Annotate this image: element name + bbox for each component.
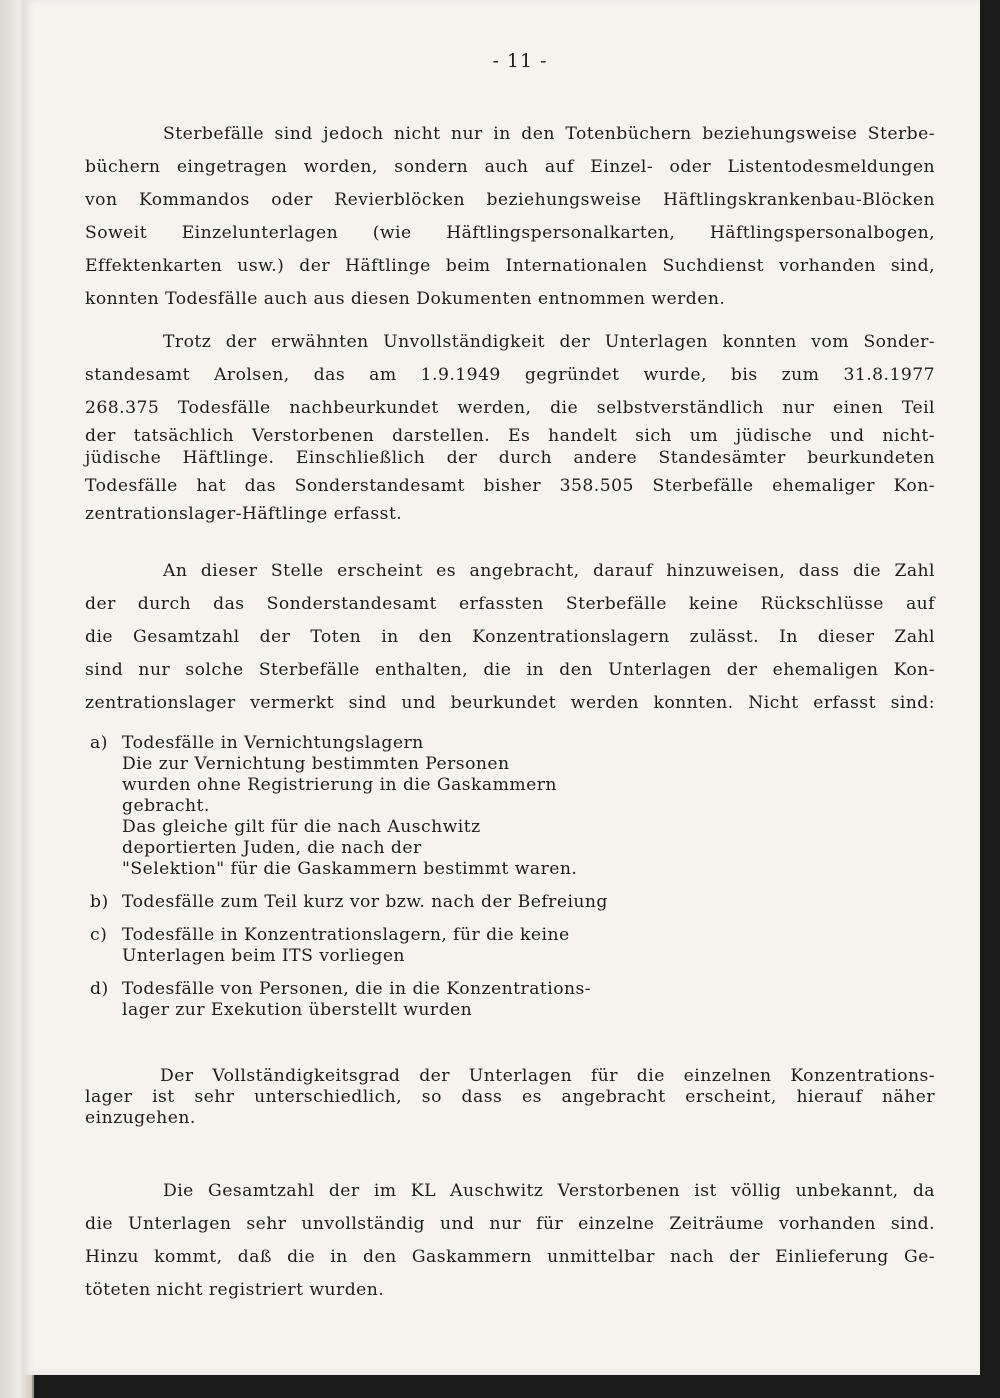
paragraph-2 bbox=[85, 326, 935, 525]
paragraph-line: die Unterlagen sehr unvollständig und nur für einzelne Zeiträume vorhanden sind. bbox=[85, 1214, 935, 1234]
paragraph-line: Die Gesamtzahl der im KL Auschwitz Verstorbenen ist völlig unbekannt, da bbox=[163, 1181, 935, 1201]
paragraph-line: Sterbefälle sind jedoch nicht nur in den Totenbüchern beziehungsweise Sterbe- bbox=[163, 124, 935, 144]
paragraph-line: standesamt Arolsen, das am 1.9.1949 gegründet wurde, bis zum 31.8.1977 bbox=[85, 365, 935, 385]
paragraph-line: konnten Todesfälle auch aus diesen Dokumenten entnommen werden. bbox=[85, 289, 726, 309]
paragraph-line: der durch das Sonderstandesamt erfassten Sterbefälle keine Rückschlüsse auf bbox=[85, 594, 935, 614]
paragraph-line: Todesfälle hat das Sonderstandesamt bisher 358.505 Sterbefälle ehemaliger Kon- bbox=[85, 476, 935, 496]
list-item-line: "Selektion" für die Gaskammern bestimmt waren. bbox=[122, 859, 578, 879]
paragraph-line: lager ist sehr unterschiedlich, so dass es angebracht erscheint, hierauf näher bbox=[85, 1087, 935, 1107]
list-item bbox=[90, 979, 850, 1021]
paragraph-1 bbox=[85, 118, 935, 316]
list-marker: d) bbox=[90, 979, 109, 999]
paragraph-line: 268.375 Todesfälle nachbeurkundet werden, die selbstverständlich nur einen Teil bbox=[85, 398, 935, 418]
list-item-line: Unterlagen beim ITS vorliegen bbox=[122, 946, 405, 966]
paragraph-line: zentrationslager-Häftlinge erfasst. bbox=[85, 504, 403, 524]
list-marker: a) bbox=[90, 733, 108, 753]
list-item-line: gebracht. bbox=[122, 796, 210, 816]
paragraph-line: Soweit Einzelunterlagen (wie Häftlingspersonalkarten, Häftlingspersonalbogen, bbox=[85, 223, 935, 243]
list-item-line: lager zur Exekution überstellt wurden bbox=[122, 1000, 473, 1020]
paragraph-line: der tatsächlich Verstorbenen darstellen. Es handelt sich um jüdische und nicht- bbox=[85, 426, 935, 446]
paragraph-line: büchern eingetragen worden, sondern auch auf Einzel- oder Listentodesmeldungen bbox=[85, 157, 935, 177]
paragraph-line: Hinzu kommt, daß die in den Gaskammern unmittelbar nach der Einlieferung Ge- bbox=[85, 1247, 935, 1267]
list-item-line: Todesfälle in Konzentrationslagern, für die keine bbox=[122, 925, 570, 945]
list-item-line: wurden ohne Registrierung in die Gaskammern bbox=[122, 775, 557, 795]
page-number: - 11 - bbox=[492, 50, 548, 72]
paragraph-line: die Gesamtzahl der Toten in den Konzentrationslagern zulässt. In dieser Zahl bbox=[85, 627, 935, 647]
paragraph-3 bbox=[85, 555, 935, 720]
paragraph-line: sind nur solche Sterbefälle enthalten, die in den Unterlagen der ehemaligen Kon- bbox=[85, 660, 935, 680]
list-item bbox=[90, 925, 850, 967]
paragraph-5 bbox=[85, 1175, 935, 1307]
paragraph-line: An dieser Stelle erscheint es angebracht, darauf hinzuweisen, dass die Zahl bbox=[163, 561, 935, 581]
list-marker: c) bbox=[90, 925, 108, 945]
paragraph-4 bbox=[85, 1066, 935, 1129]
list-item bbox=[90, 892, 850, 913]
not-recorded-list bbox=[90, 733, 850, 1033]
list-item-line: Die zur Vernichtung bestimmten Personen bbox=[122, 754, 510, 774]
list-item-line: Todesfälle von Personen, die in die Konzentrations- bbox=[122, 979, 592, 999]
paragraph-line: jüdische Häftlinge. Einschließlich der durch andere Standesämter beurkundeten bbox=[85, 448, 935, 468]
paragraph-line: Der Vollständigkeitsgrad der Unterlagen für die einzelnen Konzentrations- bbox=[160, 1066, 935, 1086]
paragraph-line: zentrationslager vermerkt sind und beurkundet werden konnten. Nicht erfasst sind: bbox=[85, 693, 935, 713]
paragraph-line: Trotz der erwähnten Unvollständigkeit der Unterlagen konnten vom Sonder- bbox=[163, 332, 935, 352]
list-item-line: Todesfälle in Vernichtungslagern bbox=[122, 733, 424, 753]
list-item-line: Todesfälle zum Teil kurz vor bzw. nach der Befreiung bbox=[122, 892, 608, 912]
list-item bbox=[90, 733, 850, 880]
paragraph-line: einzugehen. bbox=[85, 1108, 196, 1128]
list-item-line: Das gleiche gilt für die nach Auschwitz bbox=[122, 817, 481, 837]
paragraph-line: von Kommandos oder Revierblöcken beziehungsweise Häftlingskrankenbau-Blöcken bbox=[85, 190, 935, 210]
list-marker: b) bbox=[90, 892, 109, 912]
list-item-line: deportierten Juden, die nach der bbox=[122, 838, 422, 858]
paragraph-line: Effektenkarten usw.) der Häftlinge beim Internationalen Suchdienst vorhanden sind, bbox=[85, 256, 935, 276]
paragraph-line: töteten nicht registriert wurden. bbox=[85, 1280, 385, 1300]
